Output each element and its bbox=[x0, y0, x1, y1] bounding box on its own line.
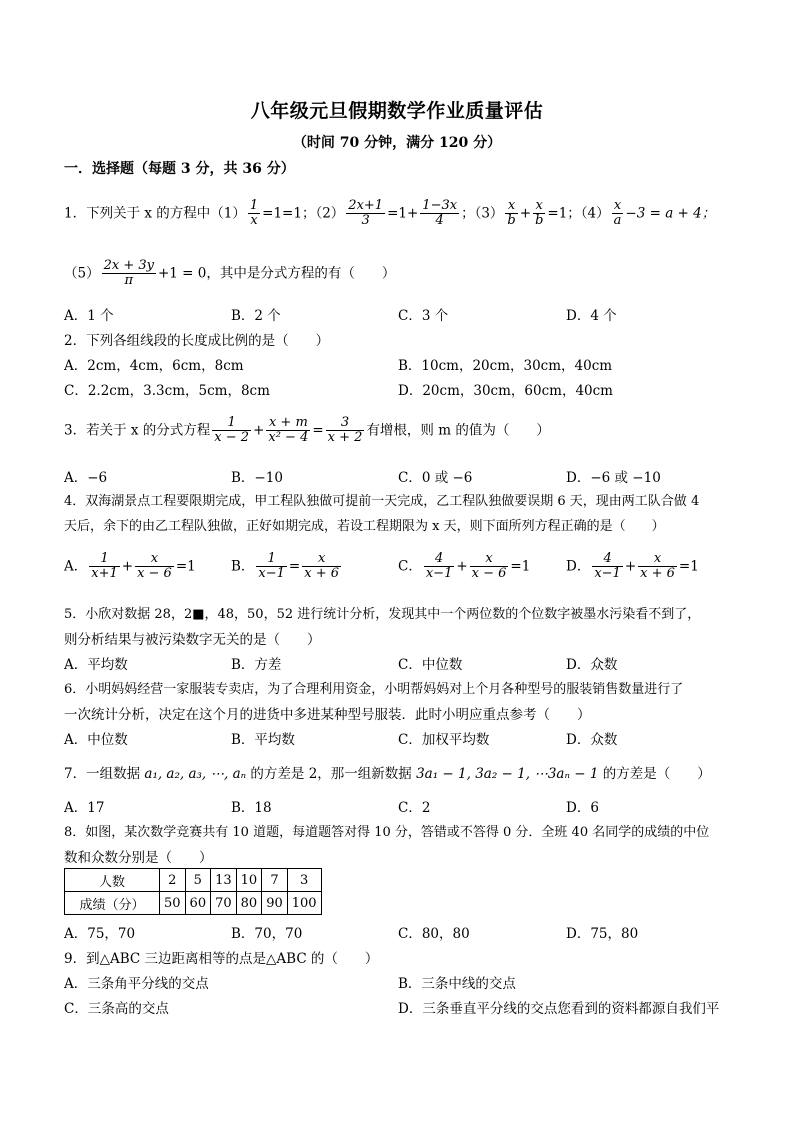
q8-option-d: D．75，80 bbox=[566, 926, 639, 942]
q5-option-c: C．中位数 bbox=[398, 657, 463, 673]
fraction: $\frac{1}{x-1}$ bbox=[258, 551, 285, 582]
q4-option-d: D． $\frac{4}{x-1}$ + $\frac{x}{x + 6}$ =1 bbox=[566, 551, 699, 582]
fraction: $\frac{x}{x + 6}$ bbox=[304, 551, 339, 582]
q6-option-d: D．众数 bbox=[566, 732, 618, 748]
q8-stem-line1: 8．如图，某次数学竞赛共有 10 道题，每道题答对得 10 分，答错或不答得 0 分．全班 40 名同学的成绩的中位 bbox=[64, 825, 710, 840]
fraction: $\frac{1}{x+1}$ bbox=[91, 551, 118, 582]
q1-stem-line1: 1．下列关于 x 的方程中（1） $\frac{1}{x}$ =1=1；（2） $\frac{2x+1}{3}$ =1+ $\frac{1-3x}{4}$ ；（3） $\frac{x}{b}$ + $\frac{x}{b}$ =1；（4） $\frac{x}{a}$ −3 = a + 4； bbox=[64, 198, 716, 229]
table-cell: 3 bbox=[287, 869, 321, 892]
q2-option-a: A．2cm，4cm，6cm，8cm bbox=[64, 358, 244, 374]
q3-stem: 3．若关于 x 的分式方程 $\frac{1}{x - 2}$ + $\frac{x + m}{\text{x² − 4}}$ = $\frac{3}{x + 2}$ 有增根，则 m 的值为（ ） bbox=[64, 415, 550, 446]
fraction: $\frac{1}{x - 2}$ bbox=[214, 415, 250, 446]
fraction: $\frac{1}{x}$ bbox=[249, 198, 259, 229]
table-cell: 5 bbox=[185, 869, 211, 892]
q3-option-d: D．−6 或 −10 bbox=[566, 470, 661, 486]
q4-option-a: A． $\frac{1}{x+1}$ + $\frac{x}{x - 6}$ =1 bbox=[64, 551, 196, 582]
table-cell: 2 bbox=[160, 869, 186, 892]
q7-option-c: C．2 bbox=[398, 800, 431, 816]
q8-stem-line2: 数和众数分别是（ ） bbox=[64, 850, 213, 866]
q3-option-b: B．−10 bbox=[231, 470, 283, 486]
q4-option-c: C． $\frac{4}{x-1}$ + $\frac{x}{x - 6}$ =1 bbox=[398, 551, 531, 582]
table-row bbox=[65, 892, 322, 915]
table-row bbox=[65, 869, 322, 892]
fraction: $\frac{2x + 3y}{\pi}$ bbox=[103, 258, 154, 289]
q7-stem: 7．一组数据 a₁, a₂, a₃, ⋯, aₙ 的方差是 2，那一组新数据 3a₁ − 1, 3a₂ − 1, ⋯3aₙ − 1 的方差是（ ） bbox=[64, 766, 711, 782]
page-title: 八年级元旦假期数学作业质量评估 bbox=[250, 100, 544, 122]
q1-option-c: C．3 个 bbox=[398, 308, 449, 324]
q6-option-c: C．加权平均数 bbox=[398, 732, 490, 748]
q6-option-a: A．中位数 bbox=[64, 732, 128, 748]
q2-stem: 2．下列各组线段的长度成比例的是（ ） bbox=[64, 333, 330, 349]
q8-option-c: C．80，80 bbox=[398, 926, 470, 942]
q5-option-a: A．平均数 bbox=[64, 657, 128, 673]
q9-option-d: D．三条垂直平分线的交点您看到的资料都源自我们平 bbox=[398, 1001, 720, 1017]
q5-stem-line2: 则分析结果与被污染数字无关的是（ ） bbox=[64, 632, 321, 648]
q9-option-b: B．三条中线的交点 bbox=[398, 976, 516, 992]
q2-option-b: B．10cm，20cm，30cm，40cm bbox=[398, 358, 613, 374]
table-cell: 70 bbox=[211, 892, 237, 915]
q8-option-b: B．70，70 bbox=[231, 926, 303, 942]
table-cell: 80 bbox=[236, 892, 262, 915]
table-cell: 13 bbox=[211, 869, 237, 892]
fraction: $\frac{x}{b}$ bbox=[507, 198, 516, 229]
q1-stem-line2: （5） $\frac{2x + 3y}{\pi}$ +1 = 0，其中是分式方程的有（ ） bbox=[64, 258, 396, 289]
q6-stem-line1: 6．小明妈妈经营一家服装专卖店，为了合理利用资金，小明帮妈妈对上个月各种型号的服装销售数量进行了 bbox=[64, 682, 684, 697]
fraction: $\frac{4}{x-1}$ bbox=[425, 551, 453, 582]
q1-option-b: B．2 个 bbox=[231, 308, 281, 324]
q7-option-a: A．17 bbox=[64, 800, 105, 816]
fraction: $\frac{x}{x - 6}$ bbox=[471, 551, 507, 582]
q8-option-a: A．75，70 bbox=[64, 926, 136, 942]
q5-stem-line1: 5．小欣对数据 28，2■，48，50，52 进行统计分析，发现其中一个两位数的个位数字被墨水污染看不到了， bbox=[64, 607, 701, 622]
q7-option-d: D．6 bbox=[566, 800, 599, 816]
q2-option-d: D．20cm，30cm，60cm，40cm bbox=[398, 383, 613, 399]
fraction: $\frac{3}{x + 2}$ bbox=[327, 415, 363, 446]
section-heading: 一．选择题（每题 3 分，共 36 分） bbox=[64, 161, 295, 177]
q4-stem-line2: 天后，余下的由乙工程队独做，正好如期完成，若设工程期限为 x 天，则下面所列方程正确的是（ ） bbox=[64, 519, 665, 534]
fraction: $\frac{x + m}{\text{x² − 4}}$ bbox=[268, 415, 309, 446]
q7-option-b: B．18 bbox=[231, 800, 272, 816]
fraction: $\frac{1-3x}{4}$ bbox=[422, 198, 458, 229]
q4-stem-line1: 4．双海湖景点工程要限期完成，甲工程队独做可提前一天完成，乙工程队独做要误期 6 天，现由两工队合做 4 bbox=[64, 494, 700, 509]
q5-option-b: B．方差 bbox=[231, 657, 282, 673]
fraction: $\frac{x}{b}$ bbox=[535, 198, 544, 229]
page-subtitle: （时间 70 分钟，满分 120 分） bbox=[292, 135, 502, 151]
q6-option-b: B．平均数 bbox=[231, 732, 295, 748]
table-header-cell: 成绩（分） bbox=[65, 892, 160, 915]
table-cell: 90 bbox=[262, 892, 288, 915]
table-header-cell: 人数 bbox=[65, 869, 160, 892]
table-cell: 60 bbox=[185, 892, 211, 915]
fraction: $\frac{2x+1}{3}$ bbox=[348, 198, 384, 229]
q3-option-c: C．0 或 −6 bbox=[398, 470, 473, 486]
q4-option-b: B． $\frac{1}{x-1}$ = $\frac{x}{x + 6}$ bbox=[231, 551, 339, 582]
fraction: $\frac{x}{x + 6}$ bbox=[640, 551, 675, 582]
q9-option-c: C．三条高的交点 bbox=[64, 1001, 169, 1017]
q3-option-a: A．−6 bbox=[64, 470, 108, 486]
q1-option-d: D．4 个 bbox=[566, 308, 617, 324]
fraction: $\frac{4}{x-1}$ bbox=[594, 551, 621, 582]
q9-option-a: A．三条角平分线的交点 bbox=[64, 976, 209, 992]
q2-option-c: C．2.2cm，3.3cm，5cm，8cm bbox=[64, 383, 270, 399]
fraction: $\frac{x}{a}$ bbox=[613, 198, 622, 229]
table-cell: 100 bbox=[287, 892, 321, 915]
q5-option-d: D．众数 bbox=[566, 657, 618, 673]
q6-stem-line2: 一次统计分析，决定在这个月的进货中多进某种型号服装．此时小明应重点参考（ ） bbox=[64, 707, 591, 723]
q9-stem: 9．到△ABC 三边距离相等的点是△ABC 的（ ） bbox=[64, 951, 379, 967]
table-cell: 10 bbox=[236, 869, 262, 892]
fraction: $\frac{x}{x - 6}$ bbox=[137, 551, 172, 582]
q1-option-a: A．1 个 bbox=[64, 308, 114, 324]
table-cell: 50 bbox=[160, 892, 186, 915]
score-table bbox=[64, 868, 322, 915]
table-cell: 7 bbox=[262, 869, 288, 892]
